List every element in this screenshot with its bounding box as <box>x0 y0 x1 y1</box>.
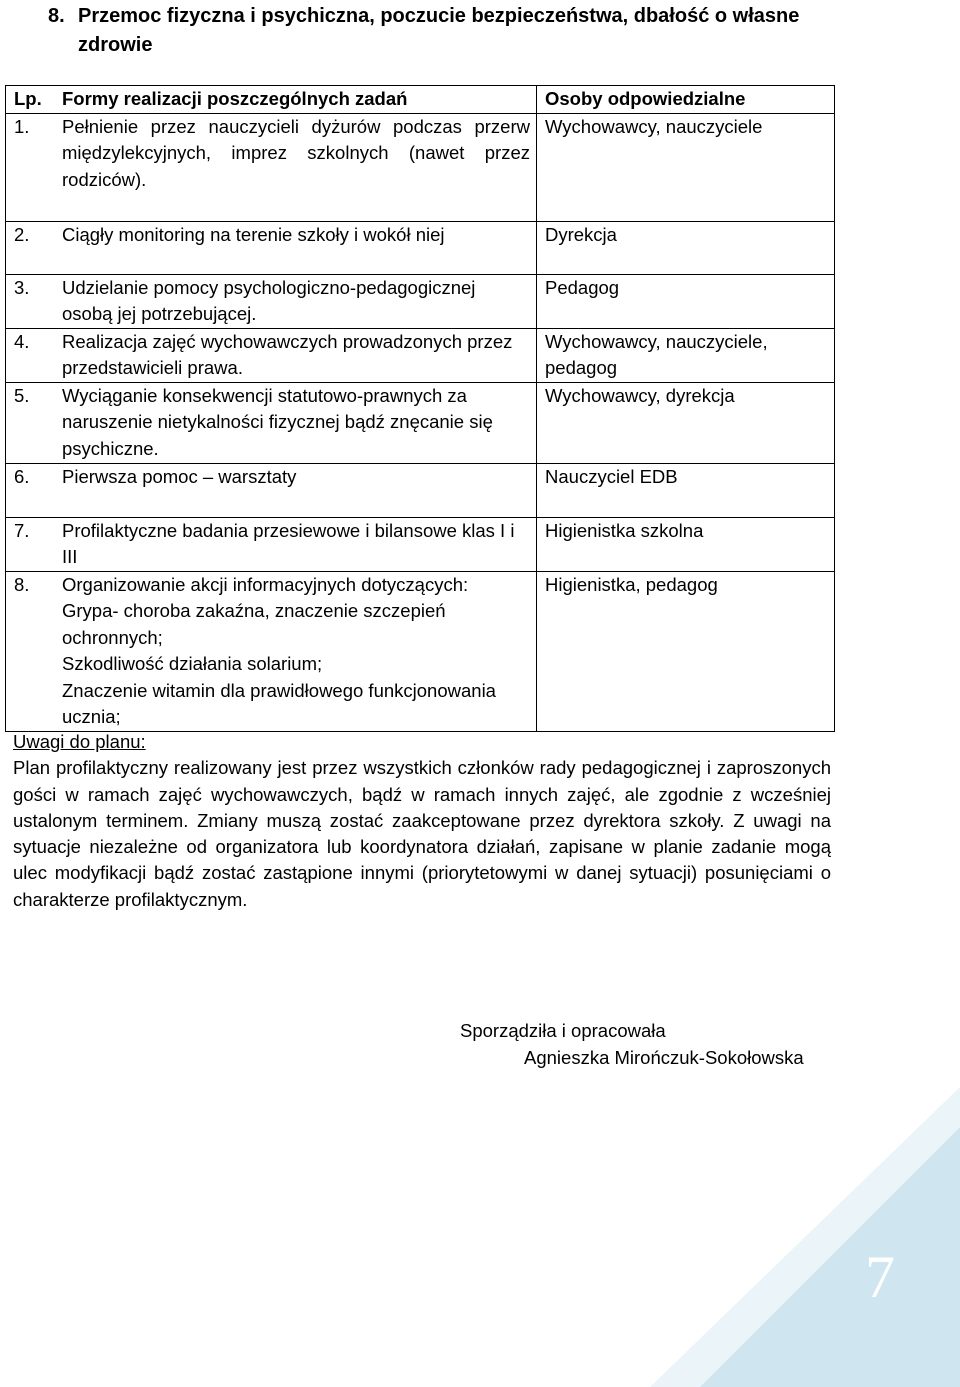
table-row <box>6 113 835 221</box>
row-form: Wyciąganie konsekwencji statutowo-prawnych za naruszenie nietykalności fizycznej bądź znęcanie się psychiczne. <box>62 384 493 459</box>
row-responsible: Higienistka szkolna <box>537 517 835 571</box>
row-number: 4. <box>14 330 30 352</box>
row-responsible: Nauczyciel EDB <box>537 463 835 517</box>
row-number: 1. <box>14 115 30 137</box>
row-form-line: Grypa- choroba zakaźna, znaczenie szczepień ochronnych; <box>62 600 446 648</box>
page-number: 7 <box>865 1244 895 1310</box>
row-responsible: Higienistka, pedagog <box>537 571 835 731</box>
notes-text: Plan profilaktyczny realizowany jest przez wszystkich członków rady pedagogicznej i zaproszonych gości w ramach zajęć wychowawczych, bądź w ramach innych zajęć, ale zgodnie z wcześniej ustalonym terminem. Zmiany muszą zostać zaakceptowane przez dyrektora szkoły. Z uwagi na sytuacje niezależne od organizatora lub koordynatora działań, zapisane w planie zadanie mogą ulec modyfikacji bądź zostać zastąpione innymi (priorytetowymi w danej sytuacji) posunięciami o charakterze profilaktycznym. <box>13 757 831 910</box>
plan-notes <box>13 729 831 913</box>
row-number: 5. <box>14 384 30 406</box>
row-form: Profilaktyczne badania przesiewowe i bilansowe klas I i III <box>62 519 515 567</box>
row-form-line: Znaczenie witamin dla prawidłowego funkcjonowania ucznia; <box>62 679 496 727</box>
row-form-line: Organizowanie akcji informacyjnych dotyczących: <box>62 573 469 595</box>
row-number: 6. <box>14 465 30 487</box>
table-row <box>6 571 835 731</box>
signature-line-1: Sporządziła i opracowała <box>460 1020 666 1041</box>
row-form: Udzielanie pomocy psychologiczno-pedagogicznej osobą jej potrzebującej. <box>62 276 476 324</box>
tasks-table <box>5 85 835 732</box>
row-form-line: Szkodliwość działania solarium; <box>62 653 323 674</box>
notes-title: Uwagi do planu: <box>13 731 146 752</box>
row-responsible: Pedagog <box>537 274 835 328</box>
header-lp: Lp. <box>14 88 42 109</box>
row-form: Ciągły monitoring na terenie szkoły i wokół niej <box>62 223 445 245</box>
section-heading <box>48 2 868 60</box>
table-row <box>6 221 835 274</box>
corner-triangle-mid <box>700 1127 960 1387</box>
table-header-row <box>6 86 835 114</box>
row-responsible: Dyrekcja <box>537 221 835 274</box>
signature <box>460 1017 804 1071</box>
row-form: Pierwsza pomoc – warsztaty <box>62 465 297 487</box>
row-number: 8. <box>14 573 30 595</box>
row-number: 3. <box>14 276 30 298</box>
header-forms: Formy realizacji poszczególnych zadań <box>62 88 408 109</box>
row-number: 7. <box>14 519 30 541</box>
row-form: Realizacja zajęć wychowawczych prowadzonych przez przedstawicieli prawa. <box>62 330 513 378</box>
signature-name: Agnieszka Mirończuk-Sokołowska <box>524 1047 804 1068</box>
row-number: 2. <box>14 223 30 245</box>
section-number: 8. <box>48 5 65 27</box>
section-title: Przemoc fizyczna i psychiczna, poczucie bezpieczeństwa, dbałość o własne zdrowie <box>78 5 800 56</box>
row-responsible: Wychowawcy, dyrekcja <box>537 382 835 463</box>
page-corner-decoration <box>650 1087 960 1387</box>
table-row <box>6 274 835 328</box>
table-row <box>6 517 835 571</box>
row-form: Pełnienie przez nauczycieli dyżurów podczas przerw międzylekcyjnych, imprez szkolnych (nawet przez rodziców). <box>62 115 530 190</box>
header-responsible: Osoby odpowiedzialne <box>537 86 835 114</box>
table-row <box>6 328 835 382</box>
row-responsible: Wychowawcy, nauczyciele <box>537 113 835 221</box>
table-row <box>6 382 835 463</box>
table-row <box>6 463 835 517</box>
row-responsible: Wychowawcy, nauczyciele, pedagog <box>537 328 835 382</box>
